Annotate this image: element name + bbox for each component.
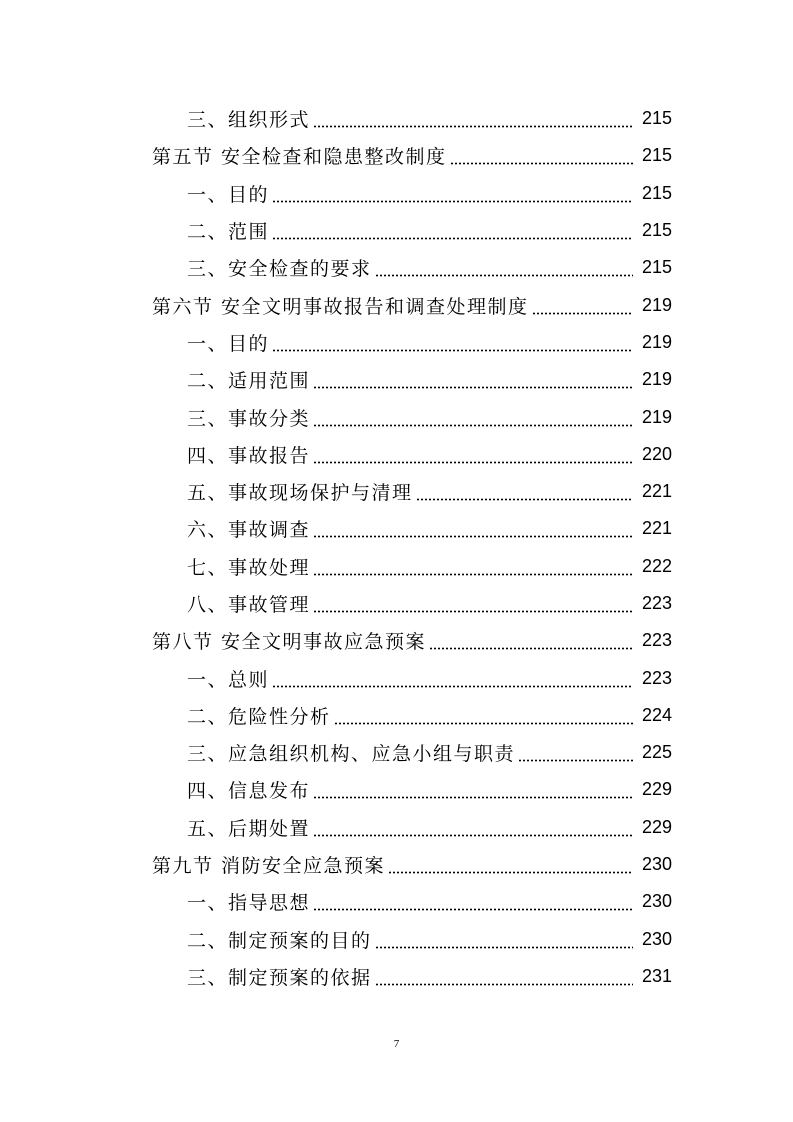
toc-item-entry[interactable]: [0, 510, 793, 547]
toc-entry-label: 第九节 消防安全应急预案: [152, 855, 386, 878]
toc-item-entry[interactable]: [0, 100, 793, 137]
toc-entry-label: 一、目的: [187, 183, 270, 206]
toc-item-entry[interactable]: [0, 212, 793, 249]
toc-entry-label: 第六节 安全文明事故报告和调查处理制度: [152, 295, 529, 318]
dot-leader: [272, 184, 633, 203]
toc-entry-page-number: 229: [641, 779, 672, 800]
toc-item-entry[interactable]: [0, 809, 793, 846]
toc-section-entry[interactable]: [0, 137, 793, 174]
dot-leader: [313, 892, 633, 911]
dot-leader: [313, 109, 633, 128]
dot-leader: [313, 445, 633, 464]
toc-entry-label: 二、范围: [187, 221, 270, 244]
dot-leader: [429, 631, 633, 650]
toc-entry-page-number: 215: [641, 220, 672, 241]
toc-entry-page-number: 223: [641, 593, 672, 613]
dot-leader: [375, 258, 633, 277]
toc-entry-label: 三、应急组织机构、应急小组与职责: [187, 743, 516, 766]
toc-entry-label: 二、危险性分析: [187, 705, 331, 728]
toc-entry-label: 三、组织形式: [187, 109, 311, 132]
dot-leader: [532, 296, 633, 315]
toc-entry-label: 三、安全检查的要求: [187, 258, 372, 281]
dot-leader: [313, 557, 633, 576]
dot-leader: [313, 408, 633, 427]
toc-entry-page-number: 222: [641, 555, 672, 576]
dot-leader: [416, 482, 633, 501]
toc-entry-page-number: 223: [641, 667, 672, 688]
dot-leader: [388, 855, 633, 874]
toc-item-entry[interactable]: [0, 249, 793, 286]
toc-entry-label: 四、信息发布: [187, 780, 311, 803]
toc-item-entry[interactable]: [0, 361, 793, 398]
toc-entry-label: 七、事故处理: [187, 556, 311, 579]
toc-entry-label: 八、事故管理: [187, 594, 311, 616]
toc-entry-page-number: 219: [641, 406, 672, 427]
toc-section-entry[interactable]: [0, 286, 793, 323]
table-of-contents: [0, 100, 793, 995]
dot-leader: [272, 669, 633, 688]
toc-entry-page-number: 231: [641, 965, 672, 986]
toc-entry-page-number: 229: [641, 816, 672, 837]
toc-item-entry[interactable]: [0, 734, 793, 771]
dot-leader: [375, 930, 633, 949]
toc-entry-label: 一、总则: [187, 668, 270, 691]
dot-leader: [313, 818, 633, 837]
dot-leader: [272, 333, 633, 352]
dot-leader: [313, 519, 633, 538]
toc-entry-page-number: 219: [641, 294, 672, 315]
toc-item-entry[interactable]: [0, 324, 793, 361]
toc-item-entry[interactable]: [0, 436, 793, 473]
toc-item-entry[interactable]: [0, 958, 793, 995]
toc-item-entry[interactable]: [0, 175, 793, 212]
toc-entry-page-number: 225: [641, 742, 672, 763]
toc-entry-page-number: 230: [641, 891, 672, 912]
toc-entry-page-number: 224: [641, 704, 672, 725]
toc-entry-page-number: 230: [641, 854, 672, 875]
toc-item-entry[interactable]: [0, 659, 793, 696]
toc-item-entry[interactable]: [0, 548, 793, 585]
dot-leader: [450, 146, 633, 165]
toc-entry-label: 五、后期处置: [187, 817, 311, 840]
toc-entry-label: 五、事故现场保护与清理: [187, 482, 413, 505]
toc-entry-label: 三、制定预案的依据: [187, 966, 372, 989]
dot-leader: [518, 743, 633, 762]
toc-entry-page-number: 219: [641, 331, 672, 352]
toc-item-entry[interactable]: [0, 771, 793, 808]
toc-entry-label: 二、制定预案的目的: [187, 929, 372, 952]
toc-entry-label: 第五节 安全检查和隐患整改制度: [152, 146, 447, 169]
toc-item-entry[interactable]: [0, 585, 793, 622]
toc-entry-page-number: 223: [641, 630, 672, 651]
toc-entry-label: 第八节 安全文明事故应急预案: [152, 631, 427, 654]
dot-leader: [313, 594, 633, 613]
toc-item-entry[interactable]: [0, 697, 793, 734]
toc-entry-page-number: 221: [641, 481, 672, 502]
dot-leader: [334, 706, 633, 725]
toc-entry-page-number: 220: [641, 443, 672, 464]
toc-entry-page-number: 221: [641, 518, 672, 539]
toc-item-entry[interactable]: [0, 921, 793, 958]
toc-entry-page-number: 215: [641, 182, 672, 203]
toc-entry-label: 六、事故调查: [187, 519, 311, 542]
toc-entry-page-number: 219: [641, 369, 672, 390]
toc-entry-label: 一、指导思想: [187, 892, 311, 915]
toc-entry-label: 二、适用范围: [187, 370, 311, 393]
toc-section-entry[interactable]: [0, 622, 793, 659]
dot-leader: [272, 221, 633, 240]
dot-leader: [313, 370, 633, 389]
toc-entry-page-number: 215: [641, 145, 672, 166]
toc-entry-label: 一、目的: [187, 332, 270, 355]
toc-entry-page-number: 215: [641, 257, 672, 278]
toc-entry-label: 三、事故分类: [187, 407, 311, 430]
toc-entry-page-number: 215: [641, 108, 672, 129]
dot-leader: [375, 967, 633, 986]
dot-leader: [313, 780, 633, 799]
toc-section-entry[interactable]: [0, 846, 793, 883]
toc-item-entry[interactable]: [0, 473, 793, 510]
toc-entry-label: 四、事故报告: [187, 444, 311, 467]
toc-entry-page-number: 230: [641, 928, 672, 949]
toc-item-entry[interactable]: [0, 883, 793, 920]
toc-item-entry[interactable]: [0, 398, 793, 435]
page-number: 7: [393, 1038, 400, 1050]
